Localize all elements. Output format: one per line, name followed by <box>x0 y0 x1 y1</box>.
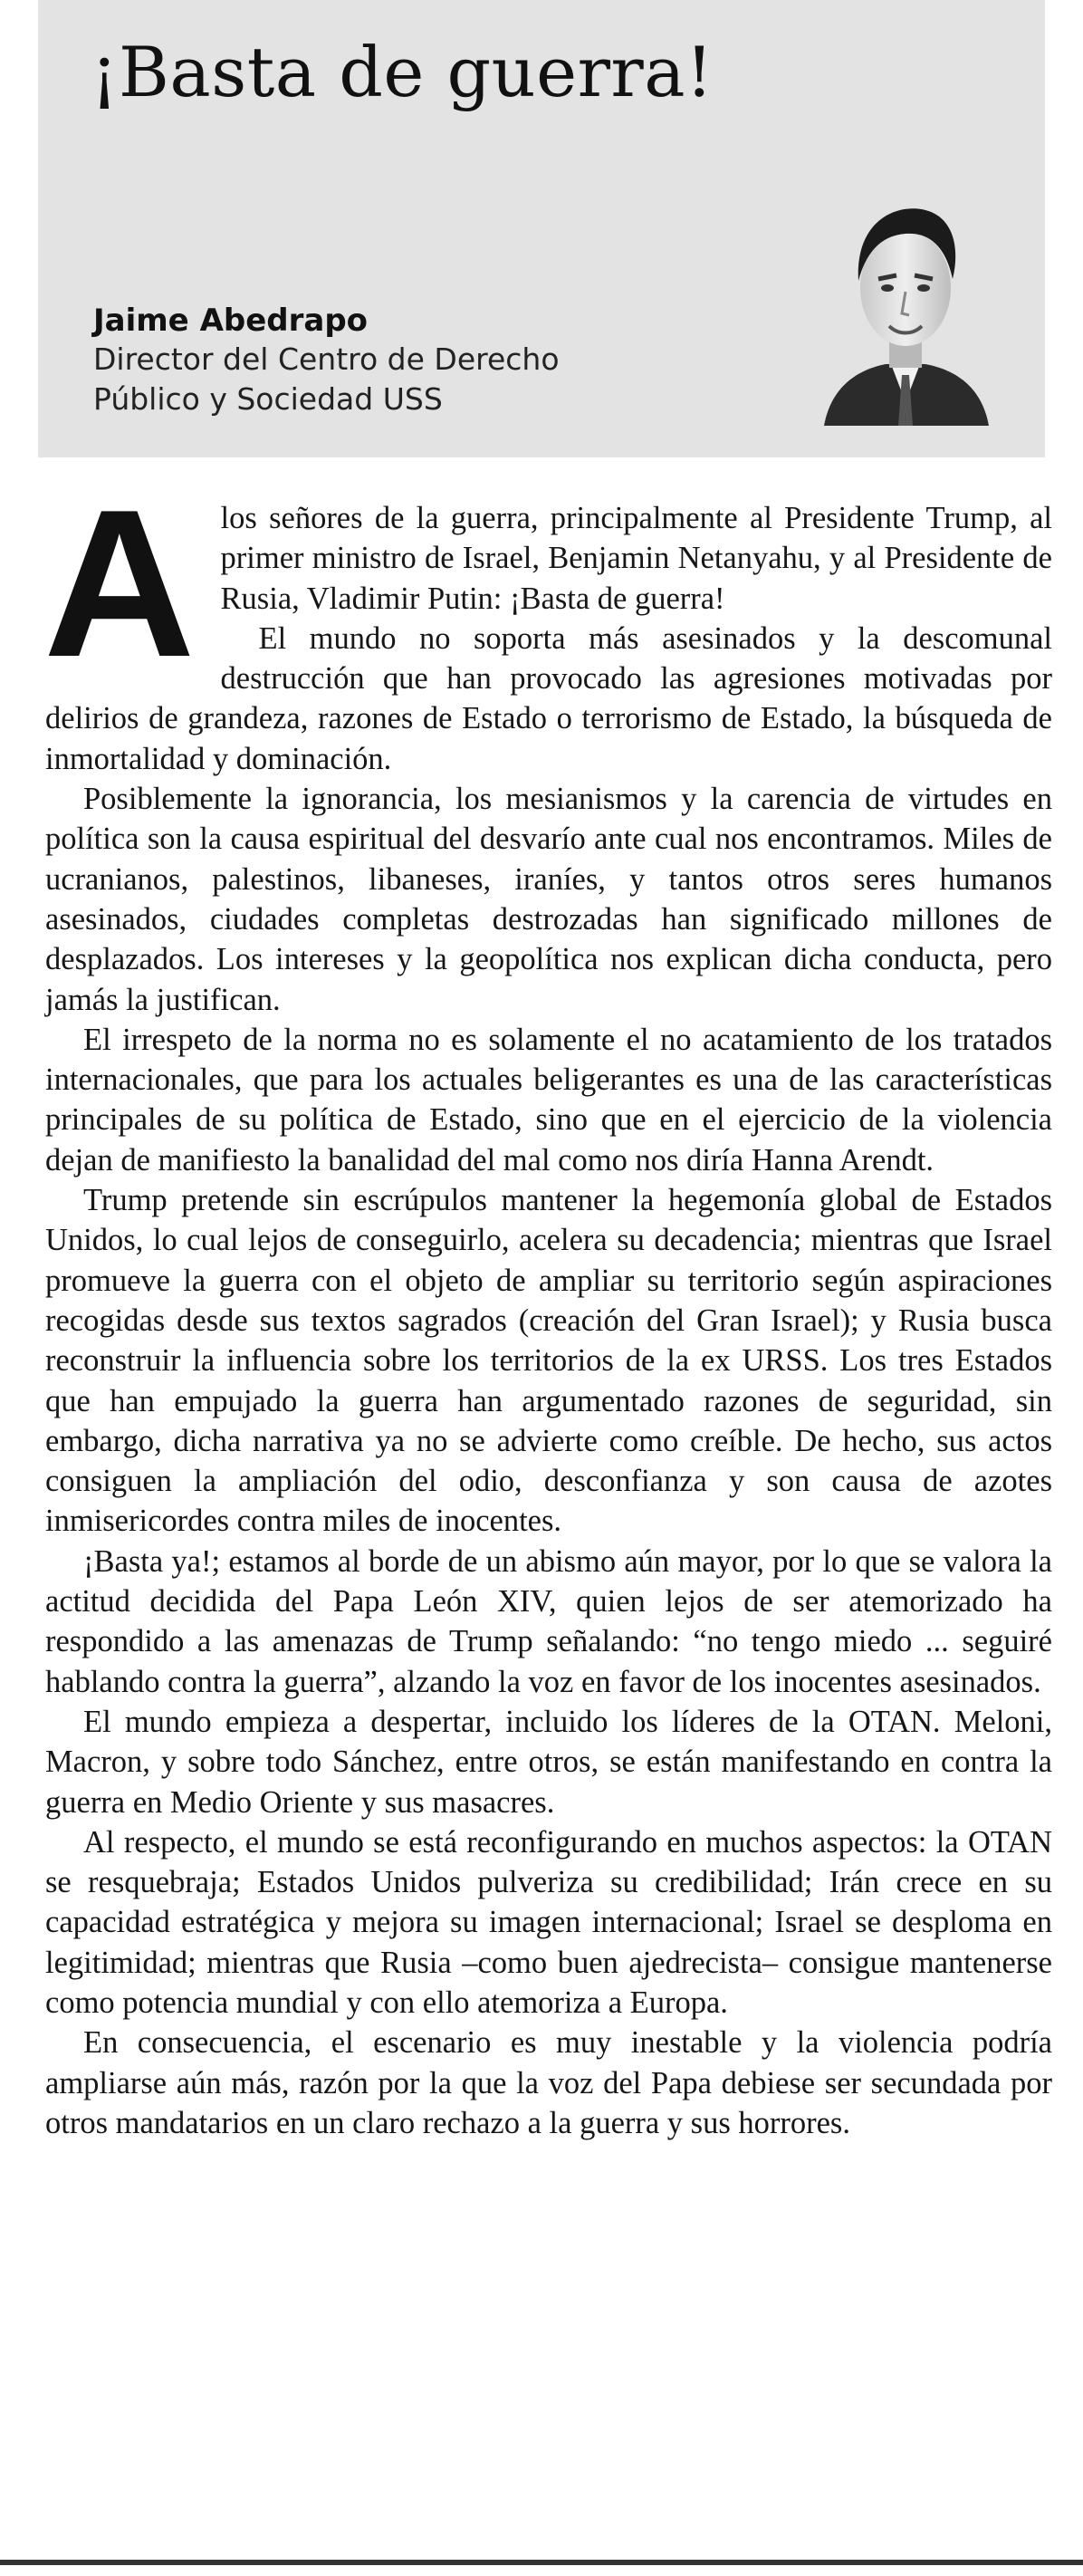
article-paragraph: Posiblemente la ignorancia, los mesianismos y la carencia de virtudes en política son la causa espiritual del desvarío ante cual nos encontramos. Miles de ucranianos, palestinos, libaneses, iraníes, y tantos otros seres humanos asesinados, ciudades completas destrozadas han significado millones de desplazados. Los intereses y la geopolítica nos explican dicha conducta, pero jamás la justifican. <box>45 782 1052 1017</box>
author-portrait <box>815 181 996 426</box>
article-body <box>43 466 1052 2143</box>
author-role <box>93 340 560 419</box>
article-paragraph: Trump pretende sin escrúpulos mantener la hegemonía global de Estados Unidos, lo cual lejos de conseguirlo, acelera su decadencia; mientras que Israel promueve la guerra con el objeto de ampliar su territorio según aspiraciones recogidas desde sus textos sagrados (creación del Gran Israel); y Rusia busca reconstruir la influencia sobre los territorios de la ex URSS. Los tres Estados que han empujado la guerra han argumentado razones de seguridad, sin embargo, dicha narrativa ya no se advierte como creíble. De hecho, sus actos consiguen la ampliación del odio, desconfianza y son causa de azotes inmisericordes contra miles de inocentes. <box>45 1183 1052 1539</box>
drop-cap: A <box>43 466 196 701</box>
article-paragraph: Al respecto, el mundo se está reconfigurando en muchos aspectos: la OTAN se resquebraja; Estados Unidos pulveriza su credibilidad; Irán crece en su capacidad estratégica y mejora su imagen internacional; Israel se desploma en legitimidad; mientras que Rusia –como buen ajedrecista– consigue mantenerse como potencia mundial y con ello atemoriza a Europa. <box>45 1824 1052 2020</box>
article-paragraph: El irrespeto de la norma no es solamente el no acatamiento de los tratados internacionales, que para los actuales beligerantes es una de las características principales de su política de Estado, sino que en el ejercicio de la violencia dejan de manifiesto la banalidad del mal como nos diría Hanna Arendt. <box>45 1022 1052 1177</box>
article-paragraph: El mundo empieza a despertar, incluido los líderes de la OTAN. Meloni, Macron, y sobre todo Sánchez, entre otros, se están manifestando en contra la guerra en Medio Oriente y sus masacres. <box>45 1704 1052 1820</box>
author-name: Jaime Abedrapo <box>93 303 369 339</box>
lead-text: los señores de la guerra, principalmente al Presidente Trump, al primer ministro de Israel, Benjamin Netanyahu, y al Presidente de Rusia, Vladimir Putin: ¡Basta de guerra! <box>220 501 1052 616</box>
author-role-line: Público y Sociedad USS <box>93 381 443 417</box>
bottom-rule <box>0 2560 1083 2565</box>
article-paragraph: En consecuencia, el escenario es muy inestable y la violencia podría ampliarse aún más, razón por la que la voz del Papa debiese ser secundada por otros mandatarios en un claro rechazo a la guerra y sus horrores. <box>45 2025 1052 2140</box>
article-paragraph: ¡Basta ya!; estamos al borde de un abismo aún mayor, por lo que se valora la actitud decidida del Papa León XIV, quien lejos de ser atemorizado ha respondido a las amenazas de Trump señalando: “no tengo miedo ... seguiré hablando contra la guerra”, alzando la voz en favor de los inocentes asesinados. <box>45 1543 1052 1699</box>
article-paragraph: El mundo no soporta más asesinados y la descomunal destrucción que han provocado las agresiones motivadas por delirios de grandeza, razones de Estado o terrorismo de Estado, la búsqueda de inmortalidad y dominación. <box>45 620 1052 776</box>
article-headline: ¡Basta de guerra! <box>91 32 714 112</box>
author-role-line: Director del Centro de Derecho <box>93 341 560 377</box>
